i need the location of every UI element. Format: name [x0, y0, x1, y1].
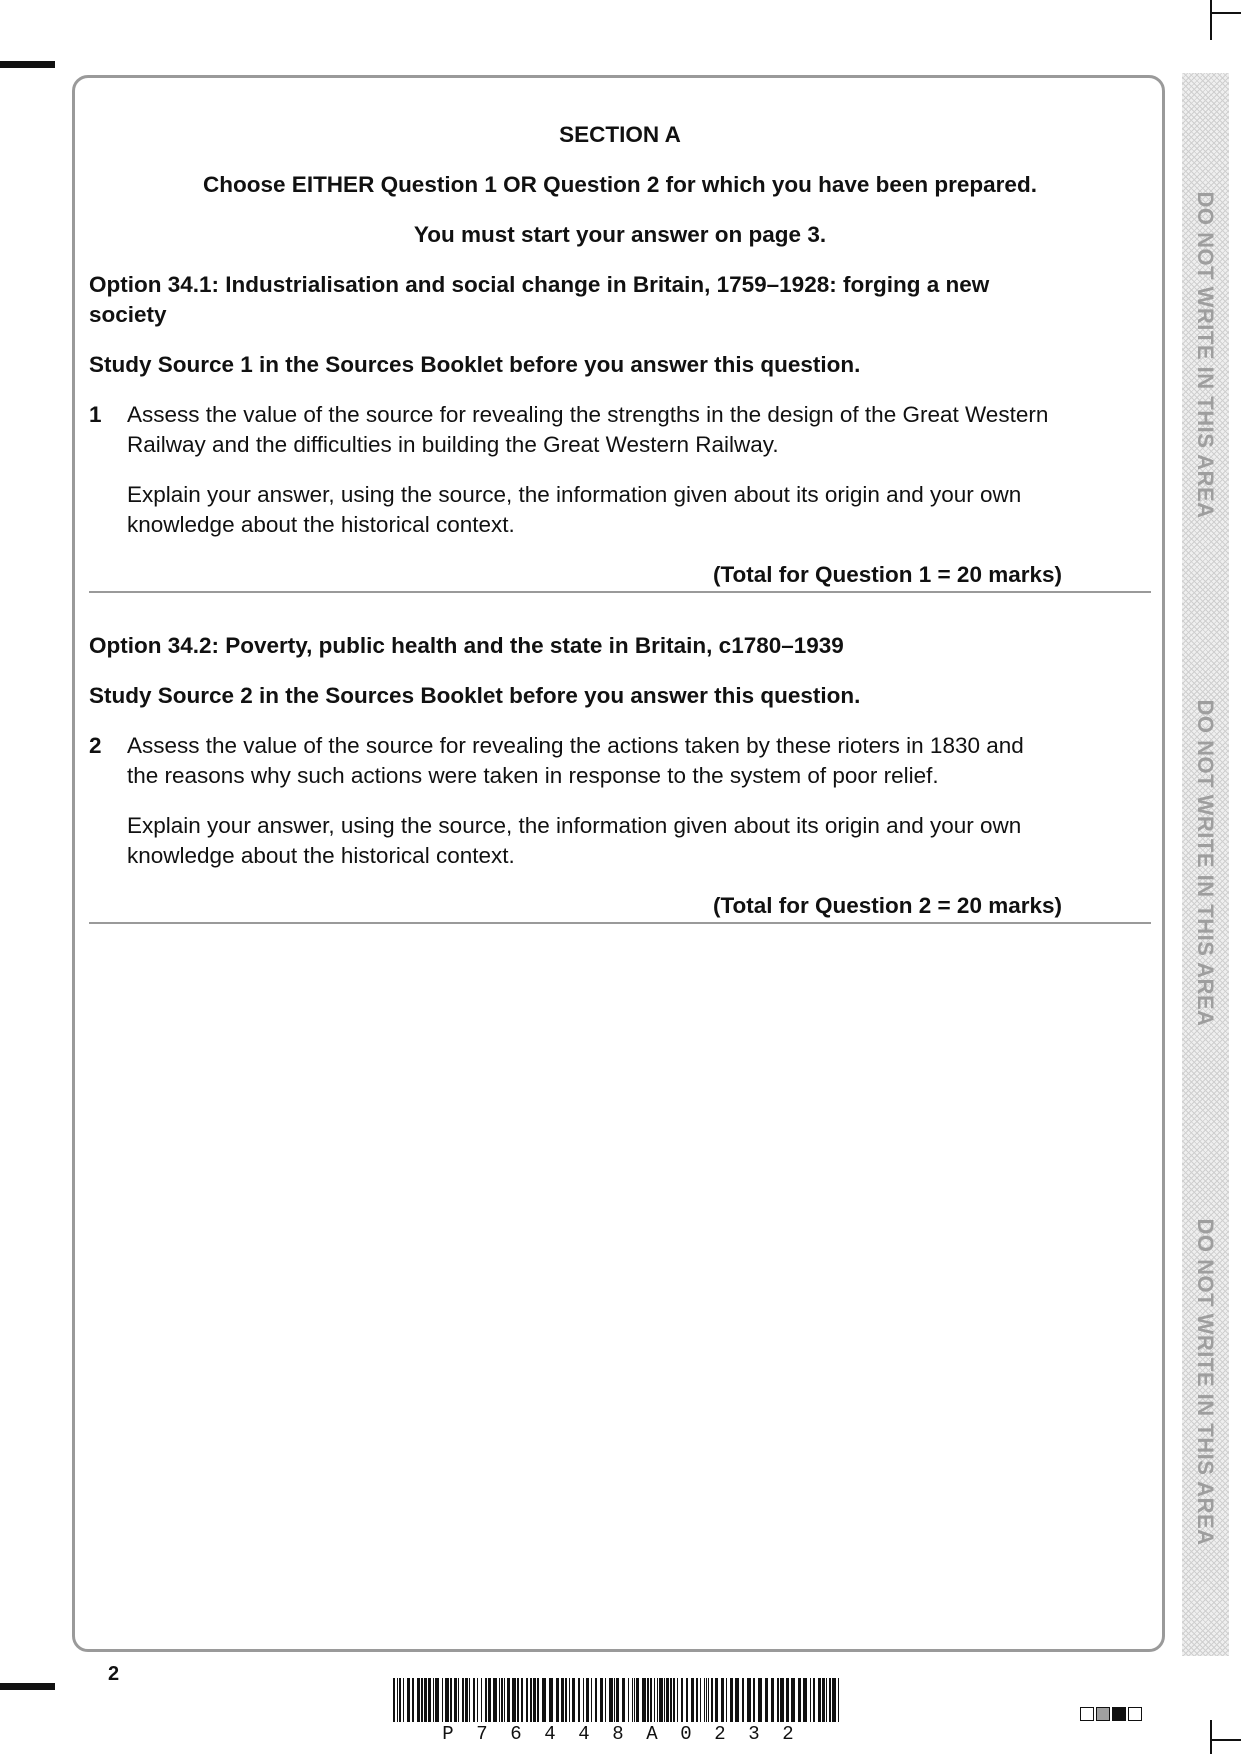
barcode-bar — [647, 1678, 649, 1722]
barcode-bar — [397, 1678, 398, 1722]
barcode-bar — [572, 1678, 575, 1722]
barcode-bar — [747, 1678, 751, 1722]
barcode-bar — [565, 1678, 567, 1722]
barcode-bar — [673, 1678, 675, 1722]
barcode-char: P — [442, 1723, 454, 1745]
barcode-bar — [654, 1678, 655, 1722]
crop-mark — [1210, 1720, 1212, 1754]
barcode-bar — [771, 1678, 774, 1722]
question-row — [89, 400, 1151, 460]
barcode-bar — [791, 1678, 795, 1722]
barcode-bar — [838, 1678, 839, 1722]
barcode-bar — [473, 1678, 475, 1722]
barcode-bar — [428, 1678, 431, 1722]
exam-content — [89, 120, 1151, 924]
barcode-bar — [450, 1678, 452, 1722]
barcode-bar — [818, 1678, 821, 1722]
barcode-bar — [666, 1678, 669, 1722]
barcode-bar — [517, 1678, 519, 1722]
check-square — [1128, 1707, 1142, 1721]
barcode-bar — [533, 1678, 536, 1722]
barcode-bar — [561, 1678, 564, 1722]
barcode-bar — [465, 1678, 468, 1722]
barcode-char: 3 — [748, 1723, 760, 1745]
barcode-bar — [501, 1678, 503, 1722]
explain-row — [89, 480, 1151, 540]
barcode-bar — [616, 1678, 619, 1722]
barcode-bar — [469, 1678, 470, 1722]
print-check-squares — [1080, 1707, 1142, 1721]
barcode-bar — [445, 1678, 449, 1722]
barcode-bar — [742, 1678, 744, 1722]
barcode-bar — [636, 1678, 639, 1722]
barcode-bar — [485, 1678, 487, 1722]
barcode-bar — [499, 1678, 500, 1722]
barcode-bar — [634, 1678, 635, 1722]
barcode-bar — [758, 1678, 762, 1722]
barcode-bar — [832, 1678, 836, 1722]
check-square-grey — [1096, 1707, 1110, 1721]
barcode-bar — [569, 1678, 570, 1722]
barcode-bar — [711, 1678, 713, 1722]
barcode-bar — [704, 1678, 705, 1722]
check-square-black — [1112, 1707, 1126, 1721]
barcode-bar — [477, 1678, 478, 1722]
section-title: SECTION A — [559, 122, 681, 147]
barcode-bar — [417, 1678, 420, 1722]
barcode-bar — [614, 1678, 615, 1722]
barcode-bar — [583, 1678, 584, 1722]
crop-mark — [1210, 0, 1212, 40]
question-total: (Total for Question 1 = 20 marks) — [712, 562, 1062, 587]
barcode-bar — [605, 1678, 606, 1722]
barcode-bar — [677, 1678, 678, 1722]
barcode-bar — [526, 1678, 528, 1722]
barcode-bar — [542, 1678, 546, 1722]
barcode-char: A — [646, 1723, 658, 1745]
barcode-bar — [780, 1678, 784, 1722]
barcode-bar — [786, 1678, 789, 1722]
crop-mark — [1212, 12, 1241, 14]
barcode-bar — [407, 1678, 410, 1722]
barcode-bar — [512, 1678, 516, 1722]
barcode-bar — [549, 1678, 553, 1722]
barcode-bar — [403, 1678, 404, 1722]
barcode-bar — [777, 1678, 779, 1722]
barcode-bar — [521, 1678, 523, 1722]
barcode-char: 8 — [612, 1723, 624, 1745]
option-block — [89, 270, 1151, 593]
barcode-bar — [454, 1678, 457, 1722]
page-number: 2 — [108, 1663, 120, 1685]
barcode-bar — [481, 1678, 482, 1722]
barcode-bar — [822, 1678, 825, 1722]
barcode-digits — [393, 1723, 843, 1745]
divider — [89, 591, 1151, 593]
barcode-bar — [810, 1678, 811, 1722]
barcode-char: 6 — [510, 1723, 522, 1745]
barcode-bar — [715, 1678, 718, 1722]
question-total: (Total for Question 2 = 20 marks) — [712, 893, 1062, 918]
barcode-bar — [657, 1678, 658, 1722]
question-text: Assess the value of the source for revealing the strengths in the design of the Great Western Railway and the difficulties in building the Great Western Railway. — [127, 402, 1049, 457]
question-text: Assess the value of the source for revealing the actions taken by these rioters in 1830 and the reasons why such actions were taken in response to the system of poor relief. — [127, 733, 1024, 788]
barcode-bar — [726, 1678, 727, 1722]
barcode-bar — [507, 1678, 510, 1722]
barcode-bar — [765, 1678, 768, 1722]
barcode-bar — [691, 1678, 694, 1722]
barcode-bar — [458, 1678, 459, 1722]
explain-text: Explain your answer, using the source, the information given about its origin and your own knowledge about the historical context. — [127, 482, 1022, 537]
crop-mark — [1212, 1739, 1241, 1741]
registration-mark — [0, 61, 55, 68]
barcode-bar — [586, 1678, 589, 1722]
option-heading: Option 34.2: Poverty, public health and the state in Britain, c1780–1939 — [89, 633, 844, 658]
barcode-bar — [670, 1678, 672, 1722]
instruction-start: You must start your answer on page 3. — [413, 222, 827, 247]
barcode-char: 4 — [544, 1723, 556, 1745]
barcode-bar — [664, 1678, 665, 1722]
barcode-bar — [735, 1678, 739, 1722]
barcode-char: 0 — [680, 1723, 692, 1745]
barcode-bar — [421, 1678, 423, 1722]
barcode-bar — [595, 1678, 597, 1722]
barcode-bar — [537, 1678, 539, 1722]
barcode-bar — [826, 1678, 827, 1722]
barcode-char: 2 — [782, 1723, 794, 1745]
study-instruction: Study Source 2 in the Sources Booklet before you answer this question. — [89, 683, 861, 708]
barcode-bar — [659, 1678, 663, 1722]
barcode-bar — [681, 1678, 683, 1722]
barcode-bar — [700, 1678, 701, 1722]
barcode-bar — [412, 1678, 414, 1722]
barcode-bar — [399, 1678, 401, 1722]
barcode-bar — [813, 1678, 815, 1722]
barcode-bar — [753, 1678, 755, 1722]
barcode-bar — [696, 1678, 698, 1722]
barcode-bar — [530, 1678, 532, 1722]
barcode-bar — [442, 1678, 443, 1722]
barcode-bar — [708, 1678, 709, 1722]
option-heading: Option 34.1: Industrialisation and social change in Britain, 1759–1928: forging a new society — [89, 272, 990, 327]
barcode-bar — [504, 1678, 505, 1722]
barcode-bar — [829, 1678, 831, 1722]
barcode-bar — [493, 1678, 497, 1722]
option-block — [89, 631, 1151, 924]
explain-row — [89, 811, 1151, 871]
question-number: 2 — [89, 733, 102, 758]
barcode-bar — [393, 1678, 395, 1722]
barcode-bar — [488, 1678, 491, 1722]
barcode-bar — [435, 1678, 439, 1722]
barcode-char: 2 — [714, 1723, 726, 1745]
barcode-bar — [628, 1678, 629, 1722]
barcode-bar — [591, 1678, 592, 1722]
barcode-bar — [578, 1678, 580, 1722]
barcode-bar — [706, 1678, 707, 1722]
barcode-bar — [642, 1678, 646, 1722]
barcode-bar — [650, 1678, 652, 1722]
instruction-choose: Choose EITHER Question 1 OR Question 2 for which you have been prepared. — [203, 172, 1037, 197]
barcode-bar — [632, 1678, 633, 1722]
registration-mark — [0, 1683, 55, 1690]
explain-text: Explain your answer, using the source, the information given about its origin and your own knowledge about the historical context. — [127, 813, 1022, 868]
question-number: 1 — [89, 402, 102, 427]
barcode-bar — [433, 1678, 434, 1722]
question-row — [89, 731, 1151, 791]
barcode-bar — [462, 1678, 464, 1722]
check-square — [1080, 1707, 1094, 1721]
barcode-bar — [803, 1678, 807, 1722]
barcode-bar — [600, 1678, 603, 1722]
barcode-bar — [556, 1678, 559, 1722]
barcode-bar — [798, 1678, 801, 1722]
barcode-bar — [686, 1678, 688, 1722]
divider — [89, 922, 1151, 924]
barcode-bar — [609, 1678, 613, 1722]
barcode-bar — [721, 1678, 724, 1722]
barcode-bar — [622, 1678, 625, 1722]
study-instruction: Study Source 1 in the Sources Booklet before you answer this question. — [89, 352, 861, 377]
barcode-bar — [424, 1678, 427, 1722]
barcode-char: 4 — [578, 1723, 590, 1745]
barcode-char: 7 — [476, 1723, 488, 1745]
barcode-bar — [730, 1678, 733, 1722]
